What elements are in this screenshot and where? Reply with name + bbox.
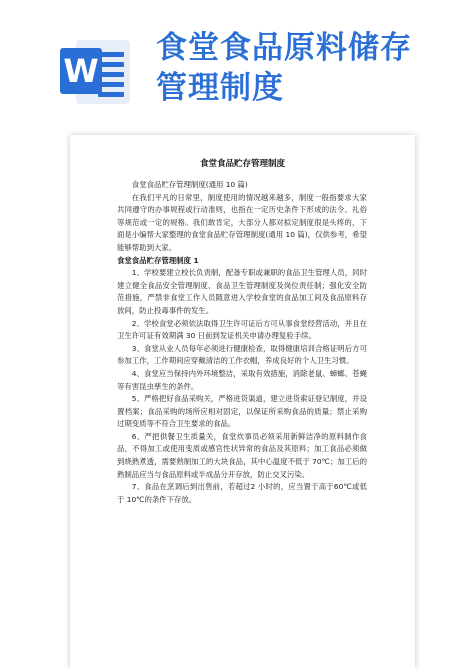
document-paragraph: 在我们平凡的日常里，制度使用的情况越来越多，制度一般指要求大家共同遵守的办事规程或行动准则，也指在一定历史条件下形成的法令、礼俗等规范或一定的规格。我们敢肯定，大部分人都对拟定制度很是头疼的，下面是小编帮大家整理的食堂食品贮存管理制度(通用 10 篇)，仅供参考，希望能够帮助到大家。 <box>117 192 367 252</box>
document-title: 食堂食品贮存管理制度 <box>199 159 285 169</box>
document-paragraph: 7、食品在烹调后到出售前，若超过2 小时的，应当置于高于60℃或低于 10℃的条件下存放。 <box>117 482 367 504</box>
word-document-icon <box>60 38 132 106</box>
hero-title-line-2: 管理制度 <box>156 70 284 106</box>
document-paragraph: 食堂食品贮存管理制度(通用 10 篇) <box>131 180 248 189</box>
hero-title-line-1: 食堂食品原料储存 <box>156 30 412 66</box>
word-icon-letter: W <box>60 48 102 94</box>
document-paragraph: 4、食堂应当保持内外环境整洁，采取有效措施，消除老鼠、蟑螂、苍蝇等有害昆虫孳生的条件。 <box>117 368 367 391</box>
page-header <box>0 0 474 128</box>
section-heading: 食堂食品贮存管理制度 1 <box>117 255 199 265</box>
document-page <box>70 135 415 669</box>
document-paragraph: 2、学校食堂必须依法取得卫生许可证后方可从事食堂经营活动，并且在卫生许可证有效期满 30 日前到发证机关申请办理复验手续。 <box>117 318 367 341</box>
document-body <box>117 179 367 506</box>
hero-title <box>156 28 466 108</box>
document-paragraph: 6、严把供餐卫生质量关，食堂炊事员必须采用新鲜洁净的原料制作食品，不得加工或使用变质或感官性状异常的食品及其原料；加工食品必须做到烧熟煮透，需要熟制加工的大块食品，其中心温度不低于 70℃；加工后的熟制品应当与食品原料或半成品分开存放，防止交叉污染。 <box>117 431 367 479</box>
document-paragraph: 1、学校要建立校长负责制，配备专职或兼职的食品卫生管理人员，同时建立健全食品安全管理制度、食品卫生管理制度及岗位责任制；强化安全防范措施，严禁非食堂工作人员随意进入学校食堂的食品加工间及食品原料存放间，防止投毒事件的发生。 <box>117 268 367 315</box>
document-paragraph: 5、严格把好食品采购关，严格进货渠道，建立进货索证登记制度，并设置档案；食品采购的场所应相对固定，以保证所采购食品的质量；禁止采购过期变质等不符合卫生要求的食品。 <box>117 394 367 429</box>
document-paragraph: 3、食堂从业人员每年必须进行健康检查，取得健康培训合格证明后方可参加工作，工作期间应穿戴清洁的工作衣帽，养成良好的个人卫生习惯。 <box>117 343 367 366</box>
